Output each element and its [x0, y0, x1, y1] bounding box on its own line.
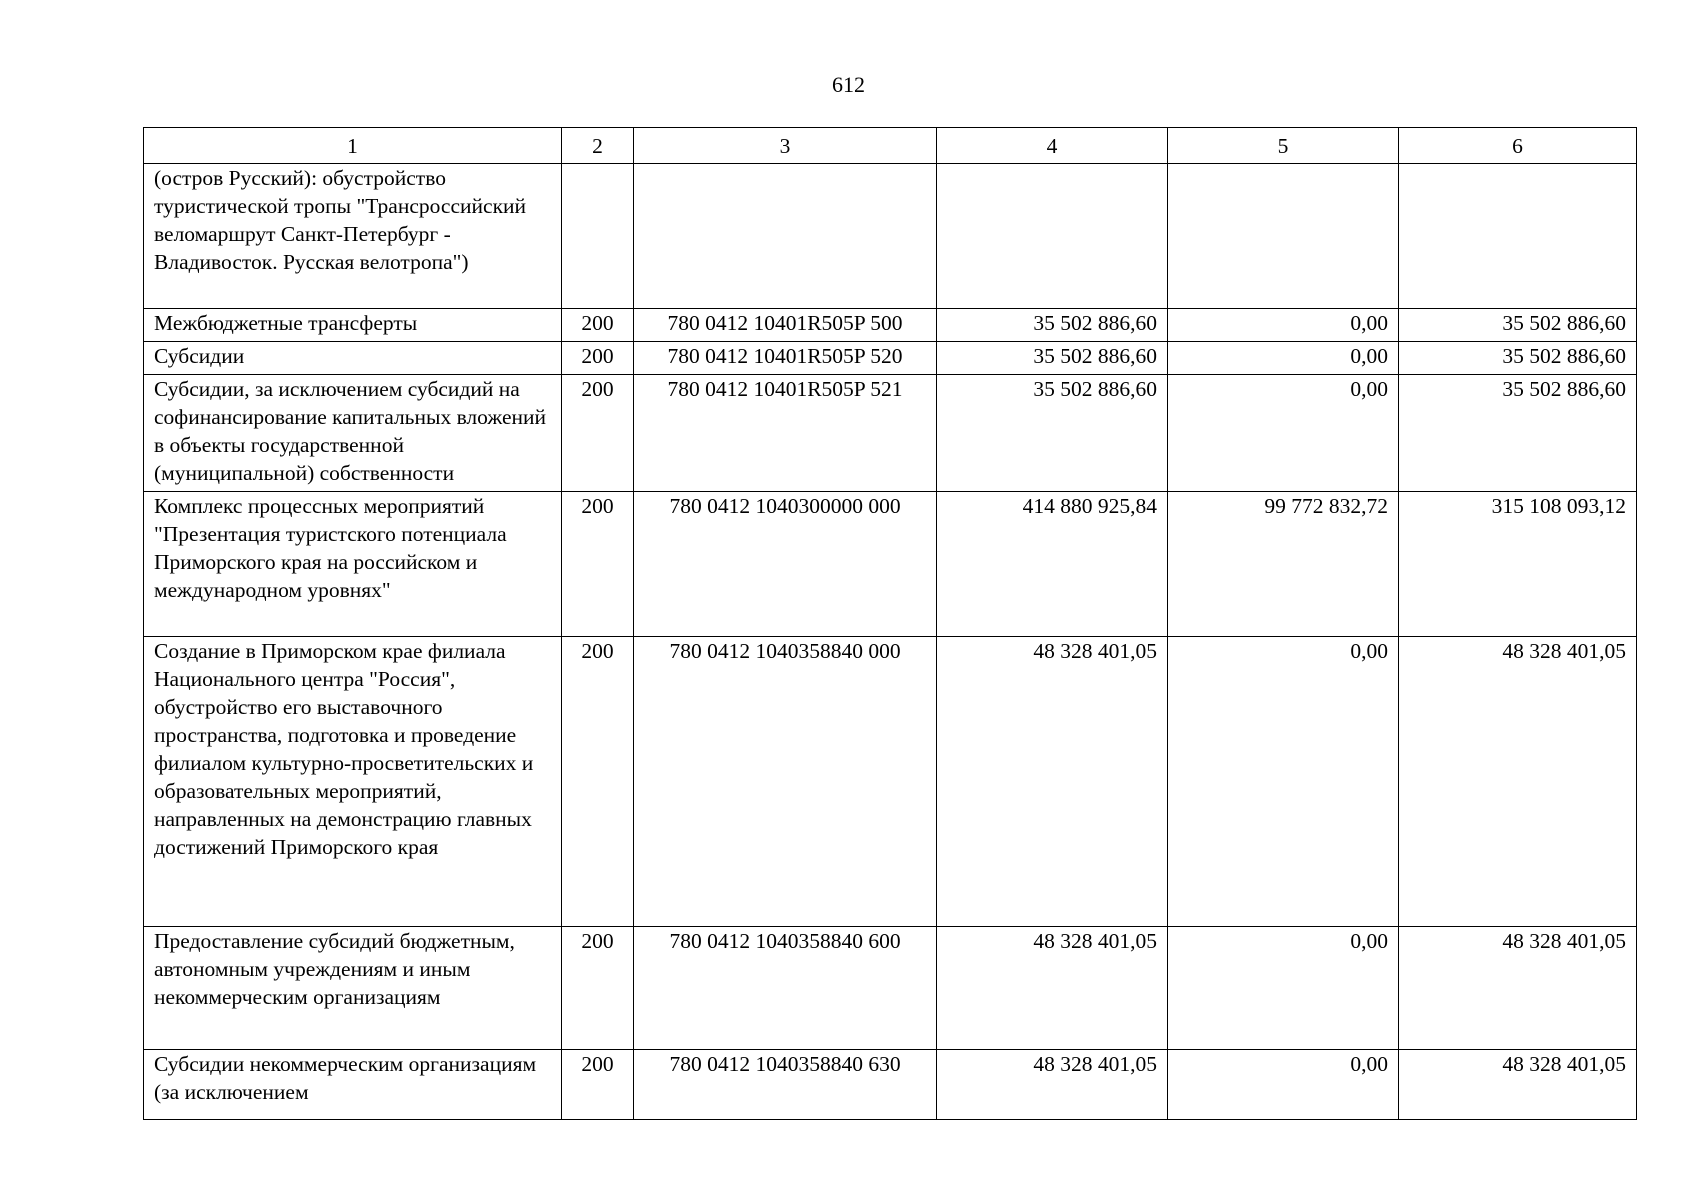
header-cell-col-4: 4 — [937, 128, 1168, 164]
row-col4-cell: 35 502 886,60 — [937, 309, 1168, 342]
row-col6-cell: 35 502 886,60 — [1399, 342, 1637, 375]
header-cell-col-5: 5 — [1168, 128, 1399, 164]
row-code-cell: 780 0412 10401R505P 520 — [634, 342, 937, 375]
row-col5-cell: 0,00 — [1168, 637, 1399, 927]
budget-table — [143, 127, 1637, 1120]
row-col4-cell: 48 328 401,05 — [937, 637, 1168, 927]
row-col5-cell: 0,00 — [1168, 1050, 1399, 1120]
row-grbs-cell: 200 — [562, 492, 634, 637]
table-row — [144, 1050, 1637, 1120]
row-col4-cell — [937, 164, 1168, 309]
row-name-cell: Субсидии — [144, 342, 562, 375]
table-row — [144, 164, 1637, 309]
row-col4-cell: 35 502 886,60 — [937, 375, 1168, 492]
row-name-cell: Субсидии, за исключением субсидий на софинансирование капитальных вложений в объекты государственной (муниципальной) собственности — [144, 375, 562, 492]
row-grbs-cell: 200 — [562, 927, 634, 1050]
row-grbs-cell: 200 — [562, 342, 634, 375]
page-number: 612 — [832, 72, 865, 97]
row-col6-cell — [1399, 164, 1637, 309]
row-col6-cell: 35 502 886,60 — [1399, 375, 1637, 492]
row-col4-cell: 48 328 401,05 — [937, 1050, 1168, 1120]
row-code-cell: 780 0412 10401R505P 521 — [634, 375, 937, 492]
row-grbs-cell: 200 — [562, 1050, 634, 1120]
row-col6-cell: 315 108 093,12 — [1399, 492, 1637, 637]
row-col6-cell: 35 502 886,60 — [1399, 309, 1637, 342]
row-col5-cell — [1168, 164, 1399, 309]
table-row — [144, 492, 1637, 637]
row-name-cell: Субсидии некоммерческим организациям (за исключением — [144, 1050, 562, 1120]
row-code-cell: 780 0412 1040300000 000 — [634, 492, 937, 637]
row-col5-cell: 0,00 — [1168, 375, 1399, 492]
table-row — [144, 927, 1637, 1050]
row-code-cell: 780 0412 1040358840 600 — [634, 927, 937, 1050]
row-col6-cell: 48 328 401,05 — [1399, 927, 1637, 1050]
table-header-row — [144, 128, 1637, 164]
row-col5-cell: 0,00 — [1168, 309, 1399, 342]
row-name-cell: Межбюджетные трансферты — [144, 309, 562, 342]
table-row — [144, 309, 1637, 342]
row-col4-cell: 35 502 886,60 — [937, 342, 1168, 375]
table-row — [144, 637, 1637, 927]
row-col4-cell: 48 328 401,05 — [937, 927, 1168, 1050]
row-code-cell: 780 0412 1040358840 000 — [634, 637, 937, 927]
row-grbs-cell: 200 — [562, 375, 634, 492]
row-col5-cell: 0,00 — [1168, 342, 1399, 375]
header-cell-col-6: 6 — [1399, 128, 1637, 164]
row-col5-cell: 0,00 — [1168, 927, 1399, 1050]
row-col6-cell: 48 328 401,05 — [1399, 637, 1637, 927]
row-grbs-cell — [562, 164, 634, 309]
table-row — [144, 375, 1637, 492]
row-name-cell: Предоставление субсидий бюджетным, автономным учреждениям и иным некоммерческим организациям — [144, 927, 562, 1050]
table-row — [144, 342, 1637, 375]
header-cell-col-1: 1 — [144, 128, 562, 164]
row-col6-cell: 48 328 401,05 — [1399, 1050, 1637, 1120]
row-col5-cell: 99 772 832,72 — [1168, 492, 1399, 637]
row-name-cell: Создание в Приморском крае филиала Национального центра "Россия", обустройство его выставочного пространства, подготовка и проведение филиалом культурно-просветительских и образовательных мероприятий, направленных на демонстрацию главных достижений Приморского края — [144, 637, 562, 927]
row-code-cell: 780 0412 1040358840 630 — [634, 1050, 937, 1120]
row-name-cell: Комплекс процессных мероприятий "Презентация туристского потенциала Приморского края на российском и международном уровнях" — [144, 492, 562, 637]
row-code-cell: 780 0412 10401R505P 500 — [634, 309, 937, 342]
header-cell-col-3: 3 — [634, 128, 937, 164]
row-grbs-cell: 200 — [562, 309, 634, 342]
row-col4-cell: 414 880 925,84 — [937, 492, 1168, 637]
row-code-cell — [634, 164, 937, 309]
row-grbs-cell: 200 — [562, 637, 634, 927]
header-cell-col-2: 2 — [562, 128, 634, 164]
row-name-cell: (остров Русский): обустройство туристической тропы "Трансроссийский веломаршрут Санкт-Петербург - Владивосток. Русская велотропа") — [144, 164, 562, 309]
